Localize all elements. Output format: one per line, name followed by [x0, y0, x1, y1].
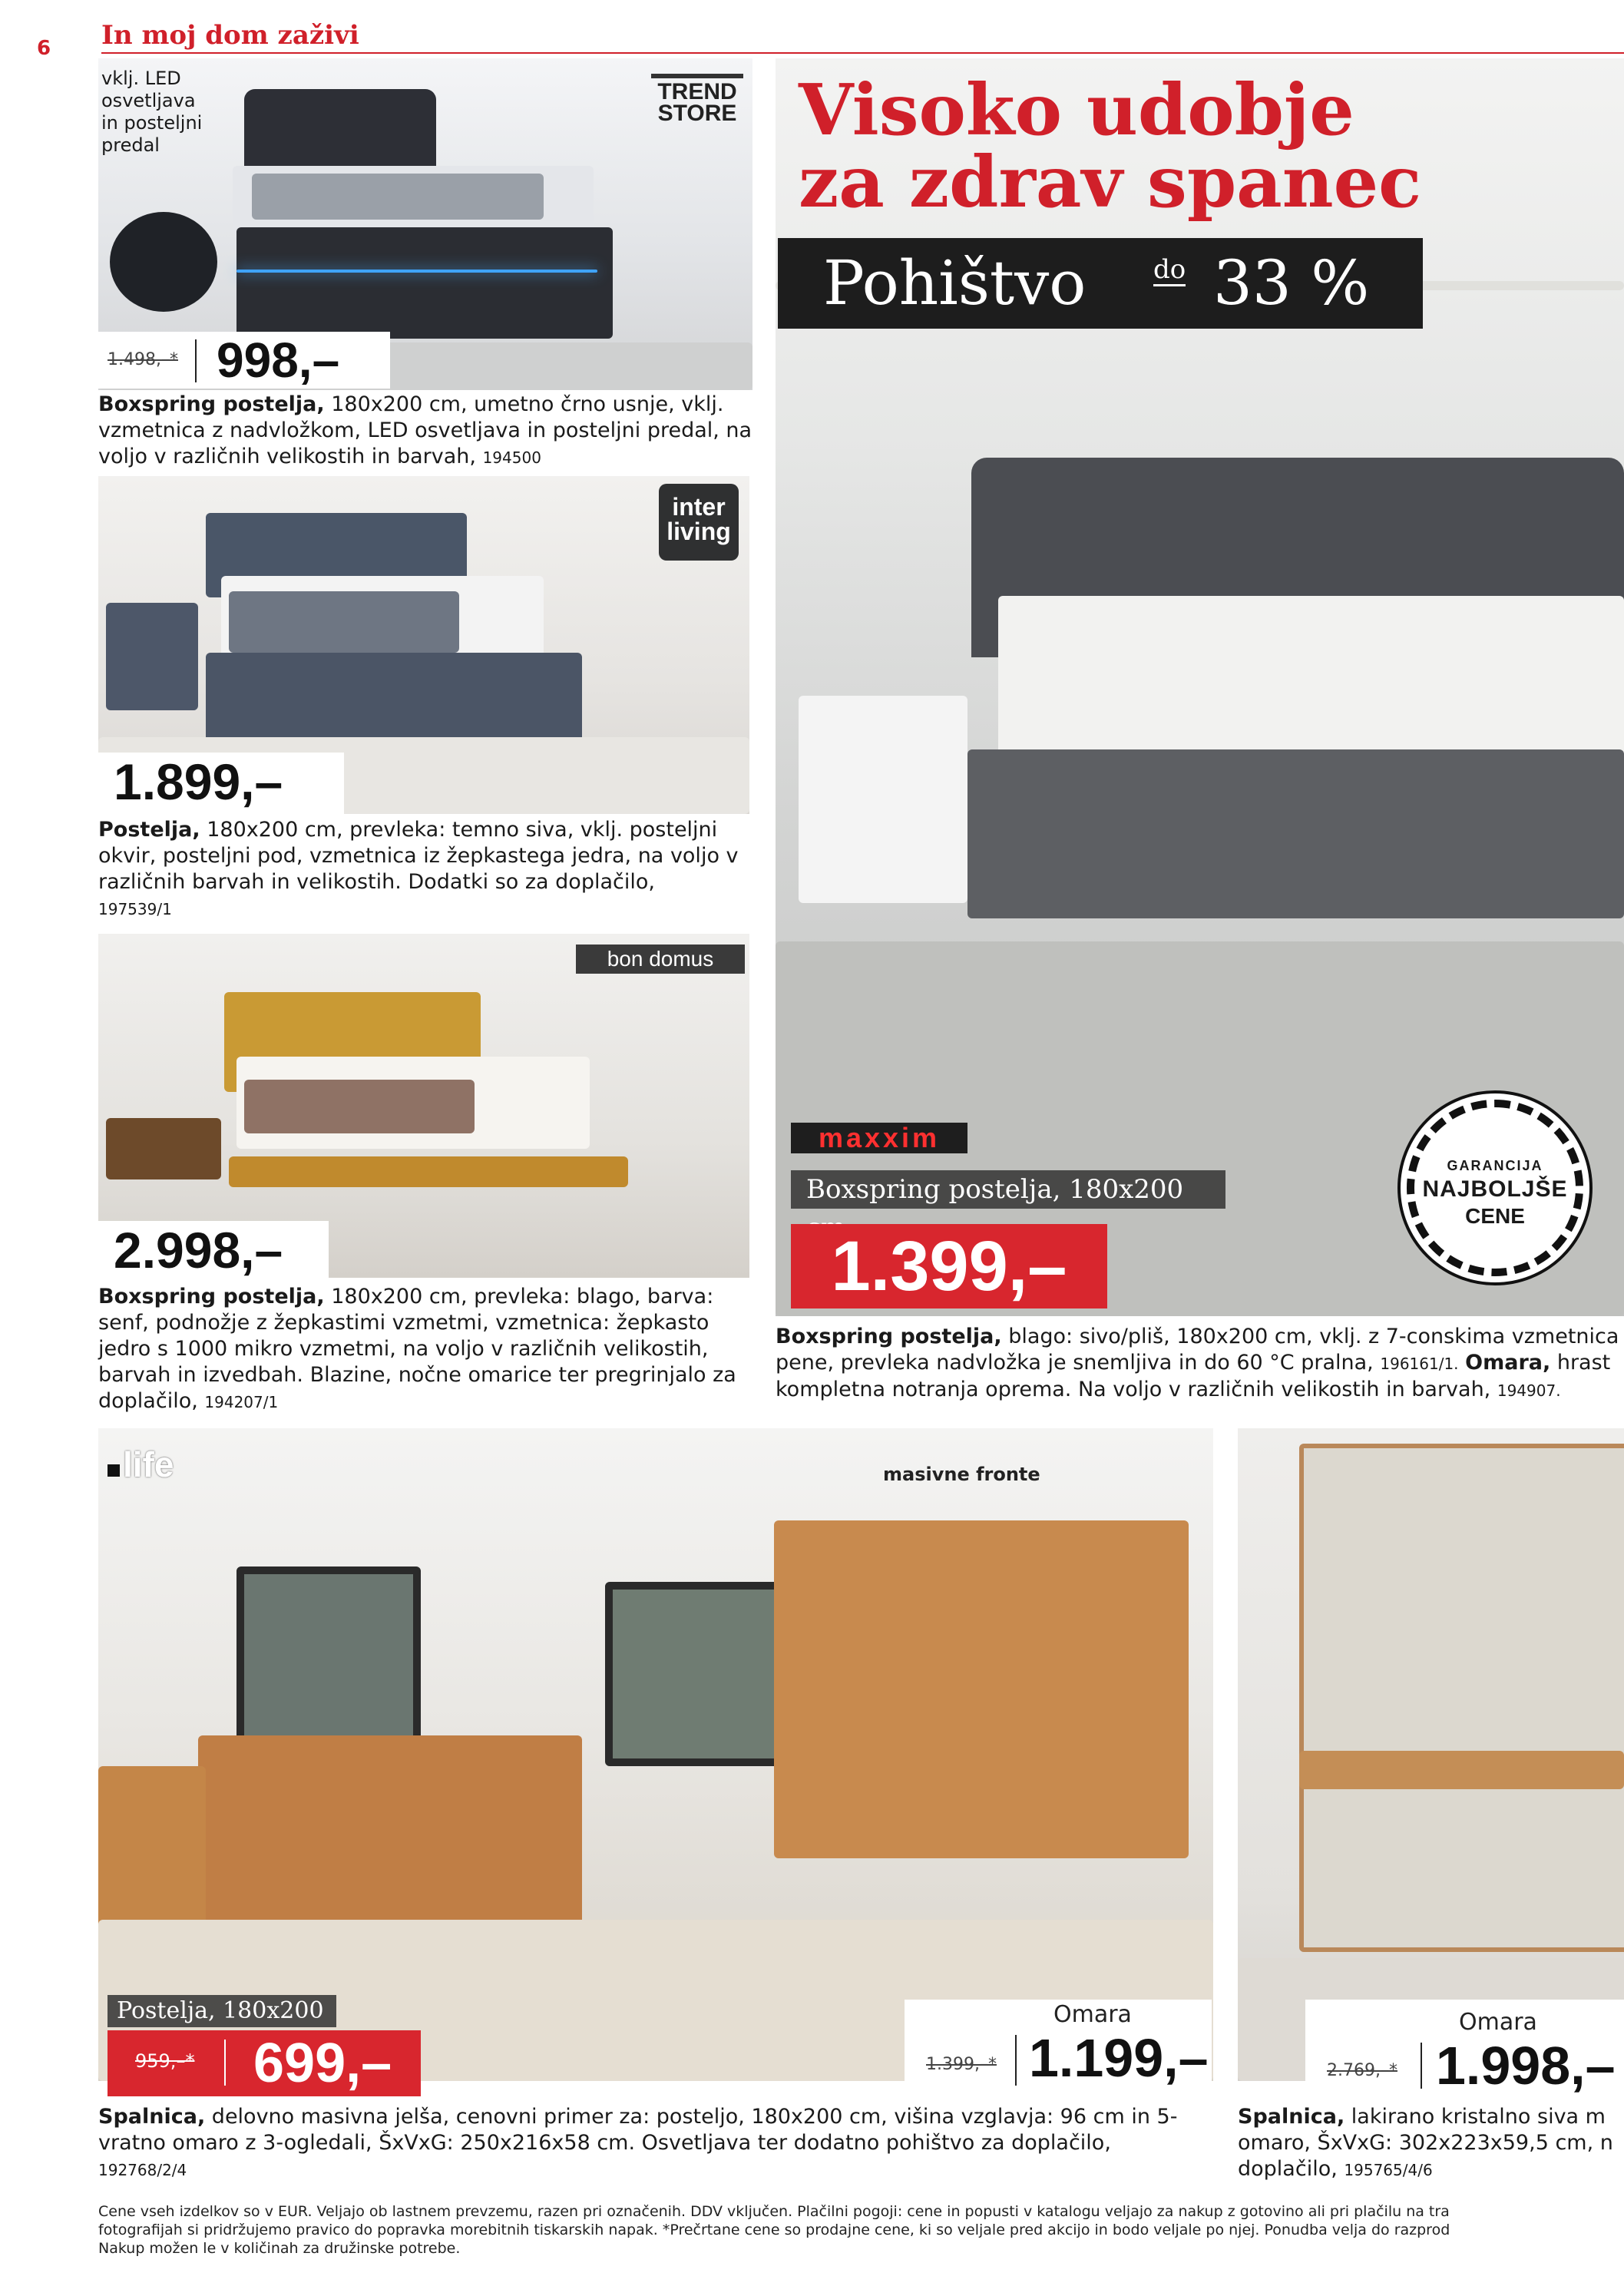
product5-old-price: 2.769,–*: [1327, 2061, 1397, 2080]
product1-brand-logo: TREND STORE: [651, 74, 743, 124]
product3-name: Boxspring postelja,: [98, 1285, 325, 1308]
product5-desc1: lakirano kristalno siva m: [1345, 2105, 1606, 2129]
product2-code: 197539/1: [98, 900, 172, 918]
product5-price-divider: [1421, 2043, 1422, 2089]
product1-desc: 180x200 cm, umetno črno usnje, vklj. vzmetnica z nadvložkom, LED osvetljava in posteljni predal, na voljo v različnih velikostih in barvah,: [98, 392, 752, 468]
product4-old-price: 959,–*: [135, 2050, 195, 2072]
hero-code2: 194907.: [1497, 1381, 1561, 1400]
product4-code: 192768/2/4: [98, 2161, 187, 2179]
product4-brand: life: [123, 1444, 174, 1484]
hero-promo-percent: 33 %: [1213, 247, 1370, 319]
hero-desc-line2b: hrast: [1550, 1351, 1611, 1375]
guarantee-mid: NAJBOLJŠE: [1422, 1176, 1568, 1202]
product4-desc: delovno masivna jelša, cenovni primer za: posteljo, 180x200 cm, višina vzglavja: 96 cm in 5-vratno omaro z 3-ogledali, ŠxVxG: 250x216x58 cm. Osvetljava ter dodatno pohištvo za doplačilo,: [98, 2105, 1178, 2155]
hero-description: [776, 1324, 1624, 1404]
hero-omara-name: Omara,: [1465, 1351, 1551, 1375]
product2-brand-logo: inter living: [659, 484, 739, 561]
hero-promo-word: Pohištvo: [823, 247, 1087, 319]
product4-omara-divider: [1015, 2035, 1017, 2086]
product3-desc: 180x200 cm, prevleka: blago, barva: senf, podnožje z žepkastimi vzmetmi, vzmetnica: žepkasto jedro s 1000 mikro vzmetmi, na voljo v različnih velikostih, barvah in izvedbah. Blazine, nočne omarice ter pregrinjalo za doplačilo,: [98, 1285, 736, 1413]
hero-promo-do: do: [1153, 254, 1186, 285]
product4-omara-label: Omara: [1053, 2001, 1132, 2028]
product1-description: [98, 392, 759, 471]
product3-code: 194207/1: [204, 1393, 279, 1411]
product1-old-price: 1.498,–*: [107, 350, 178, 369]
hero-price: 1.399,–: [791, 1224, 1107, 1308]
product5-price: 1.998,–: [1436, 2036, 1616, 2096]
guarantee-badge: [1397, 1090, 1593, 1285]
product4-omara-old: 1.399,–*: [926, 2055, 997, 2074]
hero-brand-logo: maxxim: [791, 1123, 967, 1153]
product1-callout: vklj. LED osvetljava in posteljni predal: [101, 68, 203, 156]
product3-price: 2.998,–: [114, 1222, 283, 1279]
product4-callout: masivne fronte: [883, 1464, 1040, 1485]
product5-desc3: doplačilo,: [1238, 2157, 1338, 2181]
hero-desc-line1: blago: sivo/pliš, 180x200 cm, vklj. z 7-conskima vzmetnica: [1001, 1325, 1619, 1348]
product4-label: Postelja, 180x200: [107, 1995, 336, 2027]
product5-image: [1238, 1428, 1624, 2081]
product4-description: [98, 2104, 1204, 2183]
guarantee-top: GARANCIJA: [1447, 1158, 1543, 1173]
product2-name: Postelja,: [98, 818, 200, 842]
product1-price-divider: [195, 339, 197, 382]
section-title: In moj dom zaživi: [101, 20, 359, 51]
guarantee-bot: CENE: [1465, 1204, 1525, 1228]
footer-line3: Nakup možen le v količinah za družinske potrebe.: [98, 2240, 461, 2257]
product5-description: [1238, 2104, 1624, 2183]
hero-product-label: Boxspring postelja, 180x200: [791, 1170, 1225, 1209]
product1-code: 194500: [482, 448, 541, 467]
product5-name: Spalnica,: [1238, 2105, 1345, 2129]
product2-desc: 180x200 cm, prevleka: temno siva, vklj. posteljni okvir, posteljni pod, vzmetnica iz žepkastega jedra, na voljo v različnih barvah in velikostih. Dodatki so za doplačilo,: [98, 818, 739, 894]
product4-omara-price: 1.199,–: [1029, 2028, 1209, 2088]
product4-image: [98, 1428, 1213, 2081]
product4-price: 699,–: [253, 2033, 392, 2094]
product4-brand-logo: [107, 1444, 174, 1485]
footer-legal: [98, 2202, 1619, 2258]
hero-desc-line3: kompletna notranja oprema. Na voljo v različnih velikostih in barvah,: [776, 1378, 1491, 1401]
page-number: 6: [37, 37, 51, 60]
product5-omara-label: Omara: [1459, 2009, 1537, 2036]
product1-name: Boxspring postelja,: [98, 392, 325, 416]
hero-code1: 196161/1.: [1380, 1355, 1459, 1373]
product3-description: [98, 1284, 759, 1415]
product3-brand-logo: bon domus: [576, 945, 745, 974]
product2-price: 1.899,–: [114, 753, 283, 810]
product2-description: [98, 817, 759, 922]
product1-price: 998,–: [217, 332, 340, 388]
hero-title-line2: za zdrav spanec: [799, 141, 1422, 223]
footer-line1: Cene vseh izdelkov so v EUR. Veljajo ob lastnem prevzemu, razen pri označenih. DDV vključen. Plačilni pogoji: cene in popusti v katalogu veljajo za nakup z gotovino ali pri plačilu na tra: [98, 2203, 1450, 2220]
product5-code: 195765/4/6: [1344, 2161, 1433, 2179]
hero-desc-name: Boxspring postelja,: [776, 1325, 1002, 1348]
header-rule: [101, 52, 1624, 54]
hero-desc-line2: pene, prevleka nadvložka je snemljiva in do 60 °C pralna,: [776, 1351, 1374, 1375]
product4-price-divider: [224, 2040, 226, 2086]
footer-line2: fotografijah si pridržujemo pravico do popravka morebitnih tiskarskih napak. *Prečrtane cene so prodajne cene, ki so veljale pred akcijo in bodo veljale po njej. Ponudba velja do razprod: [98, 2222, 1450, 2238]
product4-name: Spalnica,: [98, 2105, 206, 2129]
hero-title-line1: Visoko udobje: [799, 68, 1354, 151]
product5-desc2: omaro, ŠxVxG: 302x223x59,5 cm, n: [1238, 2131, 1613, 2155]
